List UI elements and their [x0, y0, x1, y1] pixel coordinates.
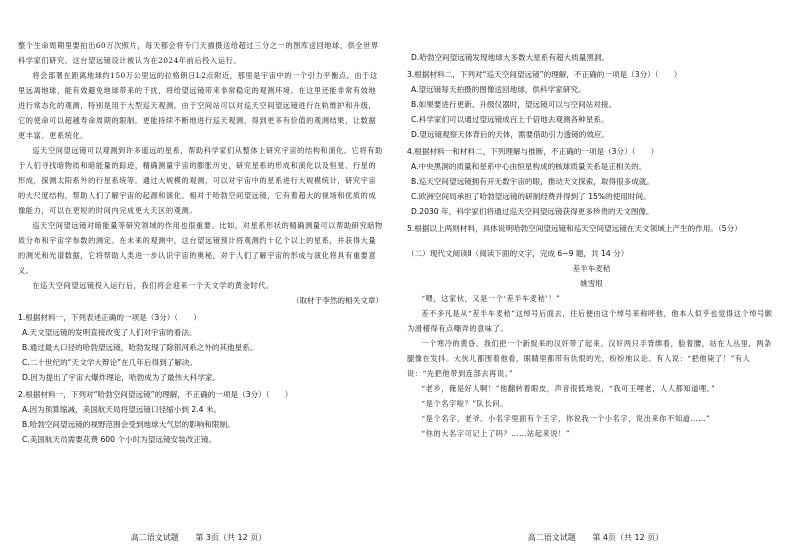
footer-exam-name: 高二语文试题	[527, 533, 576, 542]
question-option: D.2030 年，科学家们将通过巡天空间望远镜获得更多珍贵的天文图像。	[411, 207, 654, 216]
passage-paragraph: 在巡天空间望远镜投入运行后，我们将会迎来一个天文学的黄金时代。	[32, 281, 274, 290]
section-heading: （二）现代文阅读Ⅱ（阅读下面的文字，完成 6~9 题，共 14 分）	[407, 249, 629, 258]
question-option: B.哈勃空间望远镜的视野范围会受到地球大气层的影响和限制。	[22, 420, 235, 429]
question-option: D.望远镜观察天体背后的天体，需要借助引力透镜的效应。	[411, 130, 610, 139]
question-option: A.望远镜每天拍摄的图像送回地球，供科学家研究。	[411, 85, 586, 94]
question-option: D.因为提出了宇宙大爆炸理论，哈勃成为了最伟大科学家。	[22, 373, 221, 382]
exam-page-4	[397, 0, 794, 560]
question-option: A.天文望远镜的发明直接改变了人们对宇宙的看法。	[22, 328, 197, 337]
page-footer	[0, 532, 397, 543]
question-option: B.如果要进行更新、升级仪器时，望远镜可以与空间站对接。	[411, 100, 617, 109]
question-option: B.通过最大口径的哈勃望远镜，哈勃发现了除银河系之外的其他星系。	[22, 343, 258, 352]
story-paragraph: “喂，这家伙，又是一个‘差半车麦秸’！”	[421, 294, 561, 303]
page-footer	[397, 532, 794, 543]
question-option: A.因为预算缩减，美国航天局将望远镜口径缩小到 2.4 米。	[22, 405, 222, 414]
question-stem: 3.根据材料二，下列对“巡天空间望远镜”的理解，不正确的一项是（3分）（ ）	[407, 70, 682, 79]
question-option: B.巡天空间望远镜拥有开无数宇宙的眼，推动天文探索，取得很多成就。	[411, 177, 655, 186]
question-stem: 1.根据材料一，下列表述正确的一项是（3分）（ ）	[18, 313, 201, 322]
question-stem: 4.根据材料一和材料二，下列理解与推断，不正确的一项是（3分）（ ）	[407, 147, 659, 156]
story-paragraph: “是个名字，老爷。小名字里面有个王字，你说我一个小名字，说出来你不知道……”	[421, 414, 711, 423]
footer-page-number: 第 4页（共 12 页）	[592, 533, 664, 542]
question-option: C.美国航天员需要花费 600 个小时为望远镜安装改正镜。	[22, 435, 217, 444]
passage-paragraph: 将会部署在距离地球约150万公里远的拉格朗日L2点附近，那里是宇宙中的一个引力平衡点。由于这里远离地球，能有效避免地球带来的干扰，将给望远镜带来非常稳定的观测环境。在这里还能非常有效地进行常态化的观测，特别是用于大型巡天观测。由于空间站可以对巡天空间望远镜进行在轨维护和升级，它的使命可以超越寿命周期的限制。更能持续不断地进行巡天观测，得到更多有价值的观测结果，让数据更丰富、更系统化。	[18, 71, 378, 140]
question-option: C.二十世纪的“天文学大辩论”在几年后得到了解决。	[22, 358, 198, 367]
question-stem: 2.根据材料一，下列对“哈勃空间望远镜”的理解，不正确的一项是（3分）（ ）	[18, 390, 293, 399]
story-paragraph: 差不多凡是从“差半车麦秸”这绰号后面去，往后便由这个绰号来称呼他，他本人似乎也觉得这个绰号颇为滑稽得有点嘲弄的意味了。	[407, 309, 773, 333]
footer-exam-name: 高二语文试题	[130, 533, 179, 542]
question-stem: 5.根据以上两则材料，具体说明哈勃空间望远镜和巡天空间望远镜在天文领域上产生的作用。（5分）	[407, 224, 742, 233]
story-author: 姚雪垠	[580, 279, 603, 288]
page-3-content	[18, 38, 383, 447]
source-attribution: （取材于李然的相关文章）	[291, 296, 383, 305]
page-4-content	[407, 50, 776, 441]
passage-paragraph: 巡天空间望远镜可以观测到许多遥远的星系，帮助科学家们从整体上研究宇宙的结构和演化。它将有助于人们寻找暗物质和暗能量的踪迹，精确测量宇宙的膨胀历史，研究星系的形成和演化以及恒星、行星的形成，探测太阳系外的行星系统等。通过大规模的观测，可以对宇宙中的星系进行大规模统计，研究宇宙的大尺度结构，帮助人们了解宇宙的起源和演化。相对于哈勃空间望远镜，它有着超大的视场和优质的成像能力，可以在更短的时间内完成更大天区的观测。	[18, 146, 383, 215]
story-paragraph: “你的大名字可记上了吗？……站起来说！”	[421, 429, 571, 438]
story-paragraph: “是个名字啦？”队长问。	[421, 399, 508, 408]
question-option: D.哈勃空间望远镜发现地球大多数大星系有超大质量黑洞。	[411, 53, 610, 62]
passage-paragraph: 巡天空间望远镜对暗能量等研究领域的作用也很重要。比如，对星系形状的精确测量可以帮助研究暗物质分布和宇宙学参数的测定。在未来的观测中，这台望远镜预计将观测约十亿个以上的星系，并获得大量的测光和光谱数据，它将帮助人类进一步认识宇宙的奥秘，对于人们了解宇宙的形成与演化将具有重要意义。	[18, 221, 383, 275]
passage-paragraph: 整个生命周期里要拍出60万次照片，每天都会将专门天描摄送给超过三分之一的图库送回地球，供全世界科学家们研究。这台望远镜设计被认为在2024年前后投入运行。	[18, 41, 379, 65]
story-title: 差半车麦秸	[572, 264, 611, 273]
story-paragraph: 一个寒冷的黄昏，我们把一个新捉来的汉奸带了起来。汉奸两只手背绑着，脸着腰，站在人丛里，两条腿像在发抖。大伙儿都围着他看，眼睛里都带有仇恨的光，纷纷地议论。有人说：“把他毙了！”有人说：“先把他带到连部去再说。”	[407, 339, 772, 378]
footer-page-number: 第 3页（共 12 页）	[195, 533, 267, 542]
story-paragraph: “老乡，俺是好人啊！”他翻转着眼皮，声音很低地说，“我可王哩老，人人都知道哩。”	[421, 384, 716, 393]
question-option: C.欧洲空间局承担了哈勃望远镜的研制经费并得到了 15%的使用时间。	[411, 192, 651, 201]
question-option: A.中央黑洞的质量和星系中心由恒星构成的核球质量关系是正相关的。	[411, 162, 647, 171]
question-option: C.科学家们可以通过望远镜成百上千倍地去观测各种星系。	[411, 115, 609, 124]
